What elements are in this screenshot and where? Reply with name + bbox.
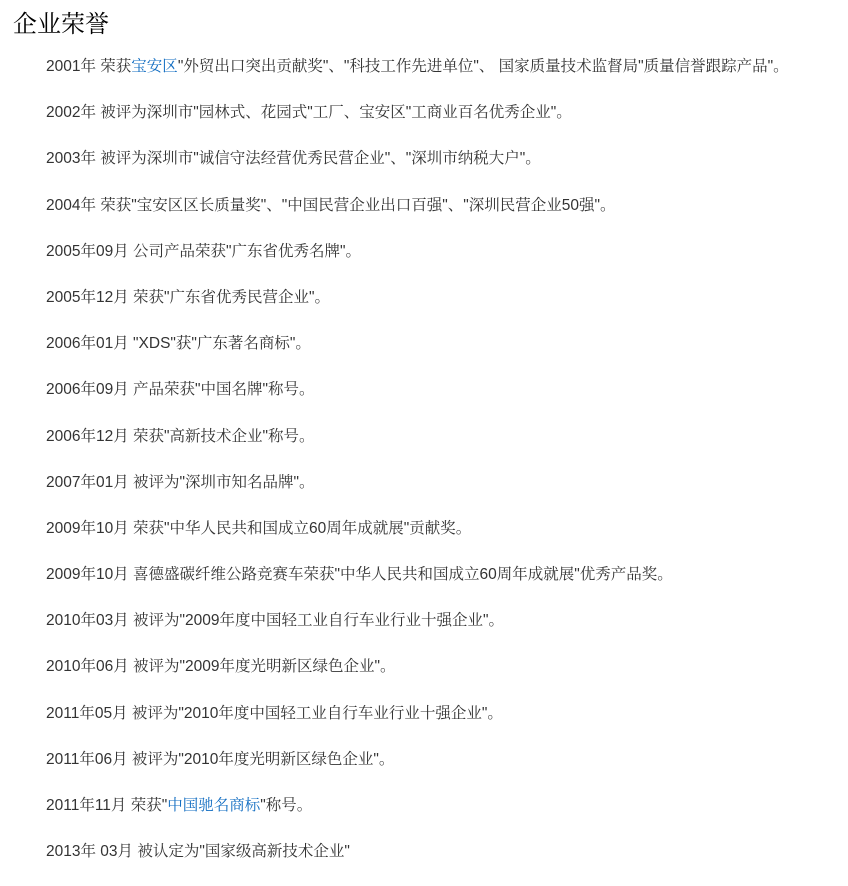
honor-text: "称号。 xyxy=(260,797,313,814)
honor-text: 2004年 荣获"宝安区区长质量奖"、"中国民营企业出口百强"、"深圳民营企业50强"。 xyxy=(46,196,616,214)
honor-text: 2006年09月 产品荣获"中国名牌"称号。 xyxy=(46,381,315,399)
honor-item xyxy=(46,286,789,332)
honor-item xyxy=(46,609,789,655)
honor-text: 2005年12月 荣获"广东省优秀民营企业"。 xyxy=(46,288,331,306)
honor-text: 2006年12月 荣获"高新技术企业"称号。 xyxy=(46,427,315,445)
honor-item xyxy=(46,702,789,748)
honor-text: 2013年 03月 被认定为"国家级高新技术企业" xyxy=(46,843,350,861)
honor-item xyxy=(46,101,789,147)
honor-text: 2011年06月 被评为"2010年度光明新区绿色企业"。 xyxy=(46,750,395,768)
honor-item xyxy=(46,194,789,240)
honor-item xyxy=(46,794,789,840)
honor-item xyxy=(46,563,789,609)
honor-text: 2011年05月 被评为"2010年度中国轻工业自行车业行业十强企业"。 xyxy=(46,704,503,722)
honor-text: 2002年 被评为深圳市"园林式、花园式"工厂、宝安区"工商业百名优秀企业"。 xyxy=(46,104,572,122)
honor-item xyxy=(46,655,789,701)
honor-item xyxy=(46,840,789,886)
honor-item xyxy=(46,55,789,101)
honor-text: 2010年06月 被评为"2009年度光明新区绿色企业"。 xyxy=(46,658,396,676)
honor-text: "外贸出口突出贡献奖"、"科技工作先进单位"、 国家质量技术监督局"质量信誉跟踪产品"。 xyxy=(177,58,789,75)
honor-item xyxy=(46,517,789,563)
honor-text: 2010年03月 被评为"2009年度中国轻工业自行车业行业十强企业"。 xyxy=(46,612,505,630)
honor-item xyxy=(46,332,789,378)
honor-item xyxy=(46,471,789,517)
honor-text: 2005年09月 公司产品荣获"广东省优秀名牌"。 xyxy=(46,242,362,260)
honor-item xyxy=(46,147,789,193)
entry-link[interactable]: 宝安区 xyxy=(131,58,178,75)
honor-text: 2001年 荣获 xyxy=(46,58,132,75)
entry-link[interactable]: 中国驰名商标 xyxy=(167,797,261,814)
honor-item xyxy=(46,378,789,424)
honor-text: 2006年01月 "XDS"获"广东著名商标"。 xyxy=(46,335,311,353)
honor-text: 2003年 被评为深圳市"诚信守法经营优秀民营企业"、"深圳市纳税大户"。 xyxy=(46,150,541,168)
section-title: 企业荣誉 xyxy=(13,11,109,38)
honor-text: 2011年11月 荣获" xyxy=(46,797,168,814)
honor-text: 2009年10月 喜德盛碳纤维公路竞赛车荣获"中华人民共和国成立60周年成就展"优秀产品奖。 xyxy=(46,566,673,584)
honor-item xyxy=(46,748,789,794)
honor-text: 2007年01月 被评为"深圳市知名品牌"。 xyxy=(46,473,315,491)
honor-item xyxy=(46,425,789,471)
honor-text: 2009年10月 荣获"中华人民共和国成立60周年成就展"贡献奖。 xyxy=(46,519,472,537)
honors-list xyxy=(46,55,789,886)
honor-item xyxy=(46,240,789,286)
